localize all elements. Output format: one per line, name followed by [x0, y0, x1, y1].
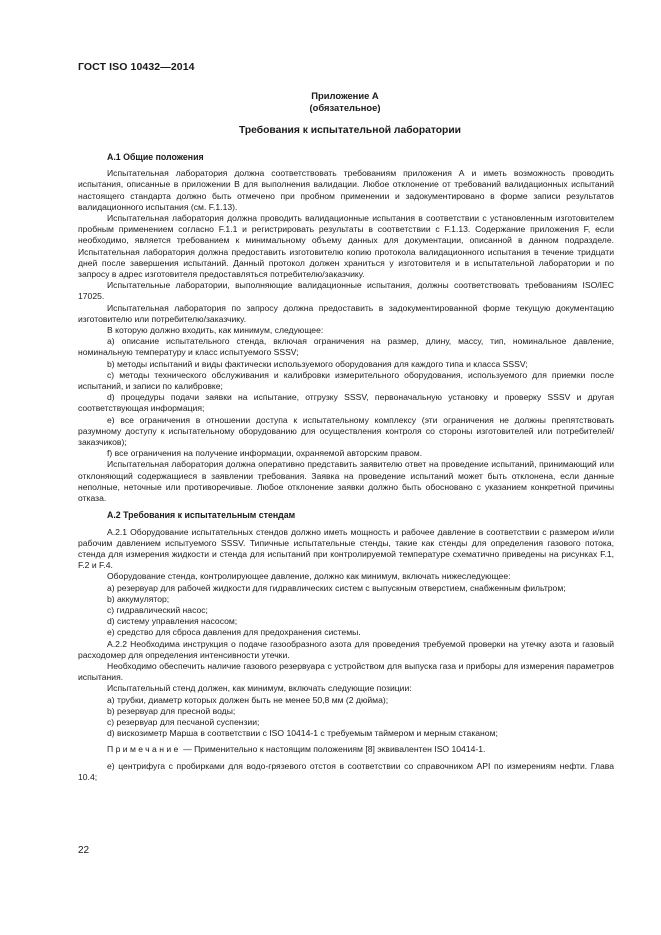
list-item: b) методы испытаний и виды фактически используемого оборудования для каждого типа и класса SSSV; — [107, 358, 528, 369]
paragraph: Испытательная лаборатория должна проводить валидационные испытания в соответствии с установленным изготовителем пробным применением согласно F.1.1 и регистрировать результаты в соответствии с F.1.13. Содержание приложения F, если необходимо, является требованием к минимальному объему данных для документации, описанной в данном подразделе. Испытательная лаборатория должна предоставить изготовителю копию протокола валидационного испытания в течение тридцати дней после завершения испытаний. Данный протокол должен храниться у изготовителя и в испытательной лаборатории и по запросу в адрес изготовителя предоставляться потребителю/заказчику. — [78, 213, 614, 280]
list-item: а) трубки, диаметр которых должен быть не менее 50,8 мм (2 дюйма); — [107, 694, 389, 705]
paragraph: Испытательная лаборатория должна оперативно представить заявителю ответ на проведение испытаний, принимающий или отклоняющий содержащиеся в заявлении требования. Заявка на проведение испытаний может быть отклонена, если данные неполные, неточные или противоречивые. Любое отклонение заявки должно быть обосновано с указанием конкретной причины отказа. — [78, 459, 614, 504]
annex-heading: Требования к испытательной лаборатории — [238, 125, 462, 136]
paragraph: Необходимо обеспечить наличие газового резервуара с устройством для выпуска газа и приборы для измерения параметров испытания. — [78, 660, 614, 683]
list-item: а) описание испытательного стенда, включая ограничения на размер, длину, массу, тип, номинальное давление, номинальную температуру и класс испытуемого SSSV; — [78, 336, 614, 358]
list-item: b) резервуар для пресной воды; — [107, 705, 236, 716]
list-item: е) центрифуга с пробирками для водо-грязевого отстоя в соответствии со справочником API по измерениям нефти. Глава 10.4; — [78, 760, 614, 782]
list-item: b) аккумулятор; — [107, 593, 170, 604]
note-text: — Применительно к настоящим положениям [8] эквивалентен ISO 10414-1. — [180, 744, 486, 755]
annex-status: (обязательное) — [309, 102, 381, 113]
section-heading-a2: А.2 Требования к испытательным стендам — [107, 510, 296, 521]
paragraph: А.2.2 Необходима инструкция о подаче газообразного азота для проведения требуемой проверки на утечку азота и газовый расходомер для определения интенсивности утечки. — [78, 638, 614, 660]
list-item: d) вискозиметр Марша в соответствии с ISO 10414-1 с требуемым таймером и мерным стаканом; — [107, 728, 498, 739]
paragraph: В которую должно входить, как минимум, следующее: — [107, 325, 324, 336]
list-item: d) систему управления насосом; — [107, 616, 238, 627]
standard-code: ГОСТ ISO 10432—2014 — [78, 61, 195, 73]
paragraph: А.2.1 Оборудование испытательных стендов должно иметь мощность и рабочее давление в соответствии с размером и/или рабочим давлением испытуемого SSSV. Типичные испытательные стенды, такие как стенды для определения газового потока, стенда для измерения жидкости и стенда для испытаний при контролируемой температуре схематично приведены на рисунках F.1, F.2 и F.4. — [78, 526, 614, 571]
paragraph: Оборудование стенда, контролирующее давление, должно как минимум, включать нижеследующее: — [107, 571, 511, 582]
annex-title — [250, 90, 440, 114]
paragraph: Испытательные лаборатории, выполняющие валидационные испытания, должны соответствовать требованиям ISO/IEC 17025. — [78, 280, 614, 302]
note — [78, 744, 614, 755]
list-item: d) процедуры подачи заявки на испытание, отгрузку SSSV, первоначальную установку и проверку SSSV и другая соответствующая информация; — [78, 392, 614, 414]
paragraph: Испытательная лаборатория по запросу должна предоставить в задокументированной форме текущую документацию изготовителю или потребителю/заказчику. — [78, 302, 614, 324]
list-item: с) гидравлический насос; — [107, 604, 208, 615]
list-item: е) все ограничения в отношении доступа к испытательному комплексу (эти ограничения не должны препятствовать разумному доступу к испытательному оборудованию для осуществления контроля со стороны изготовителей или потребителей/заказчиков); — [78, 414, 614, 448]
section-heading-a1: А.1 Общие положения — [107, 152, 204, 162]
list-item: с) резервуар для песчаной суспензии; — [107, 716, 260, 727]
list-item: f) все ограничения на получение информации, охраняемой авторским правом. — [107, 448, 423, 459]
document-body — [78, 147, 614, 783]
paragraph: Испытательный стенд должен, как минимум, включать следующие позиции: — [107, 683, 412, 694]
list-item: е) средство для сброса давления для предохранения системы. — [107, 627, 361, 638]
page-number: 22 — [78, 845, 90, 856]
list-item: с) методы технического обслуживания и калибровки измерительного оборудования, используемого для приемки после испытаний, и записи по калибровке; — [78, 369, 614, 392]
annex-label: Приложение А — [311, 90, 379, 101]
note-prefix: Примечание — [107, 744, 181, 755]
list-item: а) резервуар для рабочей жидкости для гидравлических систем с выпускным отверстием, снабженным фильтром; — [107, 582, 566, 593]
paragraph: Испытательная лаборатория должна соответствовать требованиям приложения А и иметь возможность проводить испытания, описанные в приложении В для выполнения валидации. Любое отклонение от требований валидационных испытаний настоящего стандарта должно быть отмечено при пробном применении и задокументировано в форме записи результатов валидационного испытания (см. F.1.13). — [78, 168, 614, 212]
